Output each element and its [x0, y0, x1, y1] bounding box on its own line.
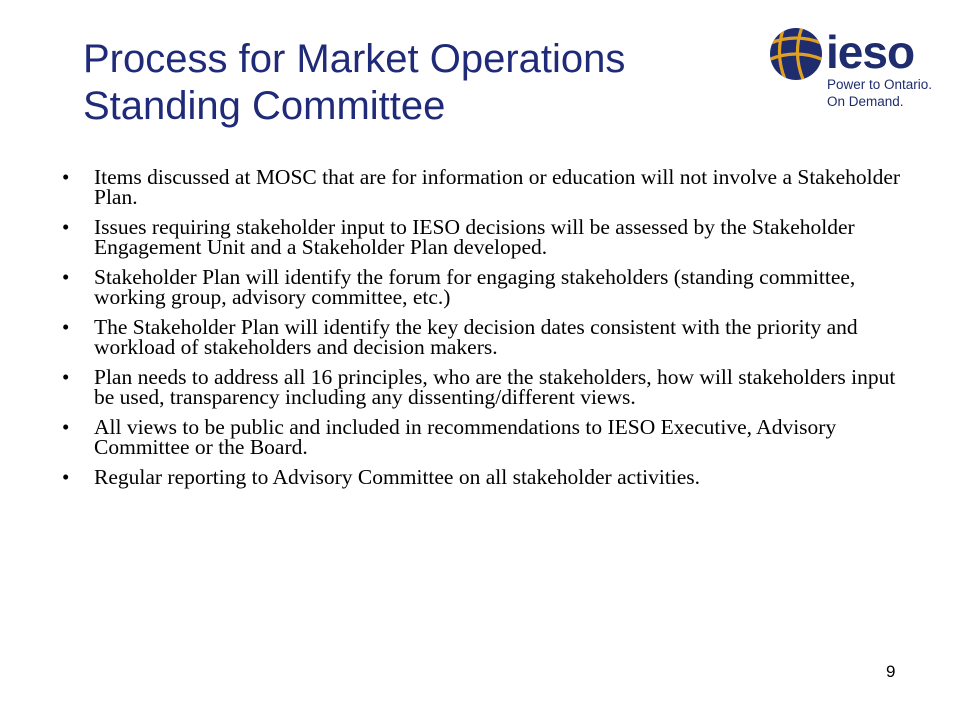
page-number: 9	[886, 662, 896, 681]
bullet-text: Plan needs to address all 16 principles, who are the stakeholders, how will stakeholders input be used, transparency including any dissenting/different views.	[94, 365, 896, 409]
bullet-icon: •	[62, 365, 70, 389]
bullet-icon: •	[62, 465, 70, 489]
bullet-item	[60, 315, 920, 359]
bullet-text: Regular reporting to Advisory Committee on all stakeholder activities.	[94, 465, 701, 489]
slide-title-line-1: Process for Market Operations	[83, 37, 626, 81]
bullet-list	[60, 165, 920, 499]
bullet-icon: •	[62, 165, 70, 189]
logo-tagline	[827, 76, 932, 110]
slide-title-line-2: Standing Committee	[83, 84, 446, 128]
bullet-item	[60, 265, 920, 309]
bullet-icon: •	[62, 265, 70, 289]
globe-icon	[768, 26, 824, 82]
bullet-item	[60, 215, 920, 259]
logo-tagline-line-1: Power to Ontario.	[827, 77, 933, 92]
slide-title	[83, 36, 723, 130]
bullet-item	[60, 465, 920, 489]
bullet-text: The Stakeholder Plan will identify the key decision dates consistent with the priority and workload of stakeholders and decision makers.	[94, 315, 858, 359]
bullet-text: Stakeholder Plan will identify the forum for engaging stakeholders (standing committee, working group, advisory committee, etc.)	[94, 265, 856, 309]
bullet-icon: •	[62, 315, 70, 339]
bullet-text: Issues requiring stakeholder input to IESO decisions will be assessed by the Stakeholder Engagement Unit and a Stakeholder Plan developed.	[94, 215, 855, 259]
bullet-icon: •	[62, 215, 70, 239]
bullet-text: Items discussed at MOSC that are for information or education will not involve a Stakeholder Plan.	[94, 165, 901, 209]
ieso-logo	[766, 24, 956, 116]
logo-wordmark: ieso	[826, 26, 915, 78]
bullet-text: All views to be public and included in recommendations to IESO Executive, Advisory Committee or the Board.	[94, 415, 837, 459]
bullet-item	[60, 415, 920, 459]
logo-tagline-line-2: On Demand.	[827, 94, 904, 109]
bullet-item	[60, 165, 920, 209]
bullet-item	[60, 365, 920, 409]
bullet-icon: •	[62, 415, 70, 439]
